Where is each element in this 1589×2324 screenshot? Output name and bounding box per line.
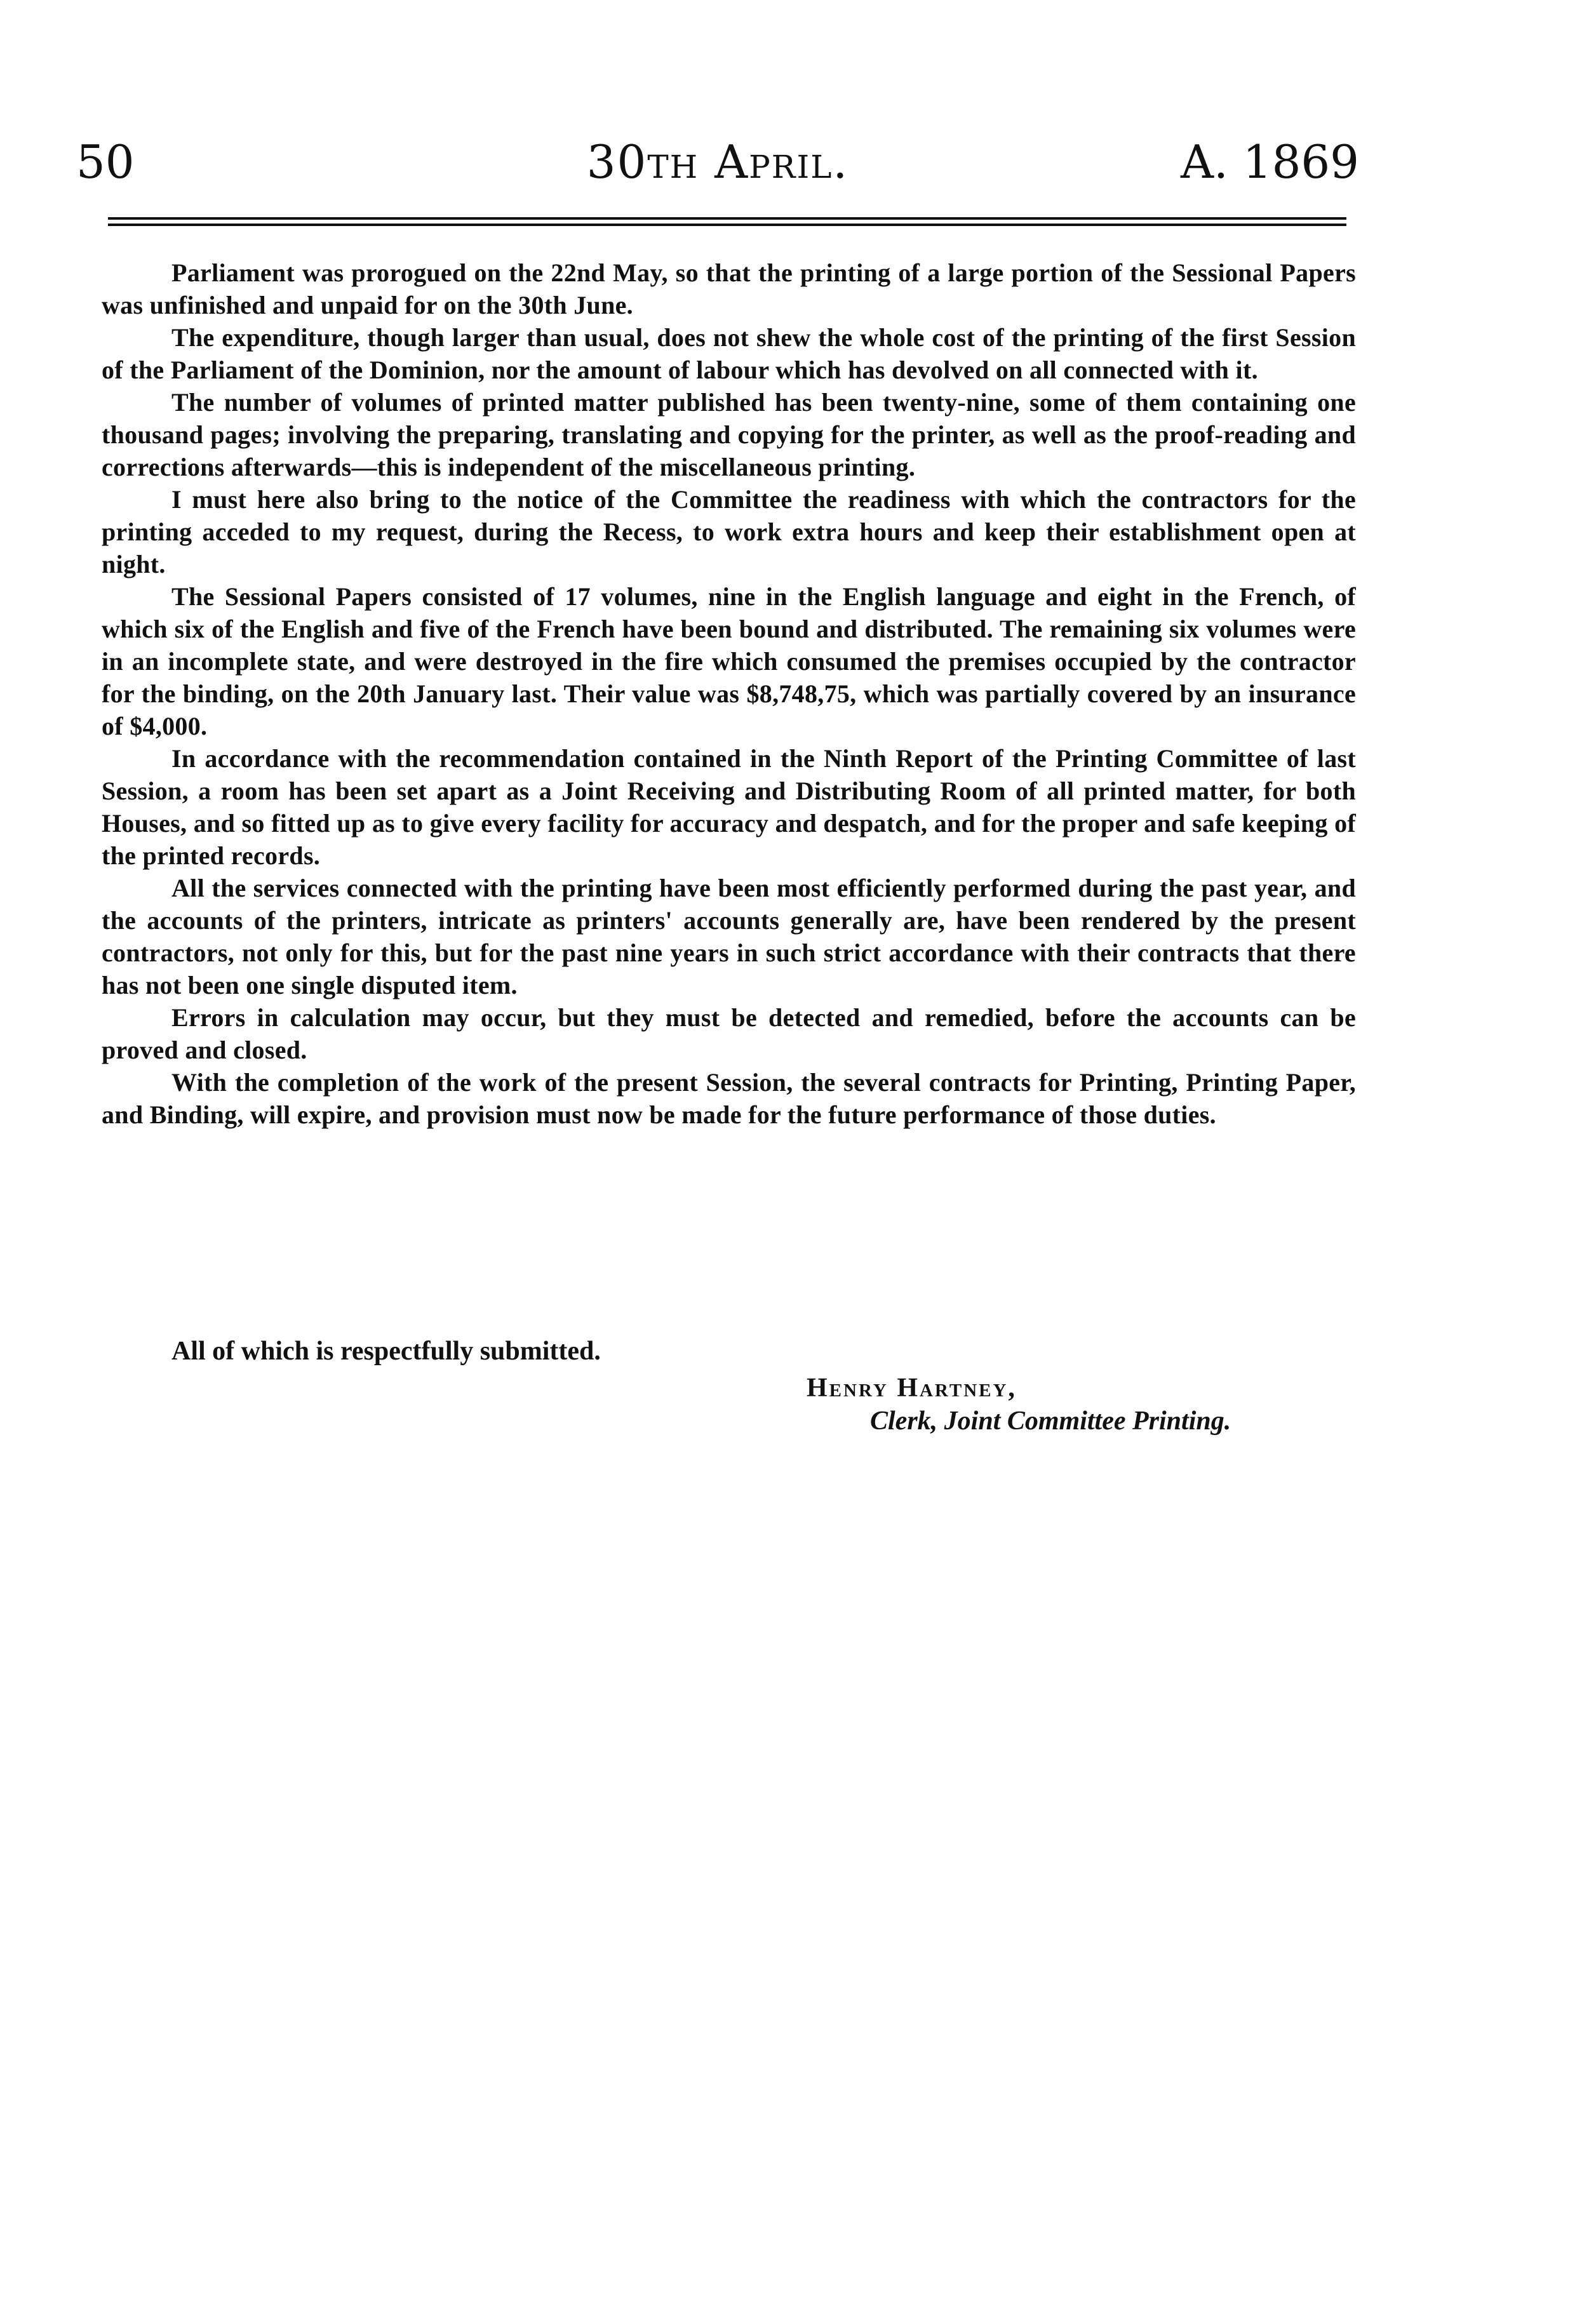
- page-title: [76, 127, 1359, 197]
- header-year: A. 1869: [1180, 135, 1359, 189]
- signatory-title: Clerk, Joint Committee Printing.: [870, 1406, 1231, 1436]
- page-number: 50: [76, 135, 135, 189]
- paragraph-contracts: With the completion of the work of the present Session, the several contracts for Printing, Printing Paper, and Binding, will expire, and provision must now be made for the future performance of those duties.: [102, 1068, 1356, 1129]
- running-head: [76, 127, 1359, 197]
- signatory-name: Henry Hartney,: [807, 1373, 1017, 1403]
- header-double-rule: [108, 217, 1346, 226]
- paragraph-contractors: I must here also bring to the notice of the Committee the readiness with which the contractors for the printing acceded to my request, during the Recess, to work extra hours and keep their establishment open at night.: [102, 485, 1356, 578]
- paragraph-services: All the services connected with the printing have been most efficiently performed during the past year, and the accounts of the printers, intricate as printers' accounts generally are, have been rendered by the present contractors, not only for this, but for the past nine years in such strict accordance with their contracts that there has not been one single disputed item.: [102, 874, 1356, 999]
- page-title-text: 30th April.: [586, 135, 849, 189]
- report-body: [102, 257, 1356, 1131]
- signature-block: [807, 1372, 1359, 1438]
- paragraph-errors: Errors in calculation may occur, but they must be detected and remedied, before the accounts can be proved and closed.: [102, 1003, 1356, 1064]
- paragraph-sessional-papers: The Sessional Papers consisted of 17 volumes, nine in the English language and eight in the French, of which six of the English and five of the French have been bound and distributed. The remaining six volumes were in an incomplete state, and were destroyed in the fire which consumed the premises occupied by the contractor for the binding, on the 20th January last. Their value was $8,748,75, which was partially covered by an insurance of $4,000.: [102, 582, 1356, 740]
- paragraph-expenditure: The expenditure, though larger than usual, does not shew the whole cost of the printing of the first Session of the Parliament of the Dominion, nor the amount of labour which has devolved on all connected with it.: [102, 323, 1356, 384]
- paragraph-distributing-room: In accordance with the recommendation contained in the Ninth Report of the Printing Committee of last Session, a room has been set apart as a Joint Receiving and Distributing Room of all printed matter, for both Houses, and so fitted up as to give every facility for accuracy and despatch, and for the proper and safe keeping of the printed records.: [102, 744, 1356, 870]
- paragraph-volumes: The number of volumes of printed matter published has been twenty-nine, some of them containing one thousand pages; involving the preparing, translating and copying for the printer, as well as the proof-reading and corrections afterwards—this is independent of the miscellaneous printing.: [102, 388, 1356, 481]
- closing-line: All of which is respectfully submitted.: [171, 1337, 601, 1366]
- paragraph-prorogation: Parliament was prorogued on the 22nd May, so that the printing of a large portion of the Sessional Papers was unfinished and unpaid for on the 30th June.: [102, 258, 1356, 319]
